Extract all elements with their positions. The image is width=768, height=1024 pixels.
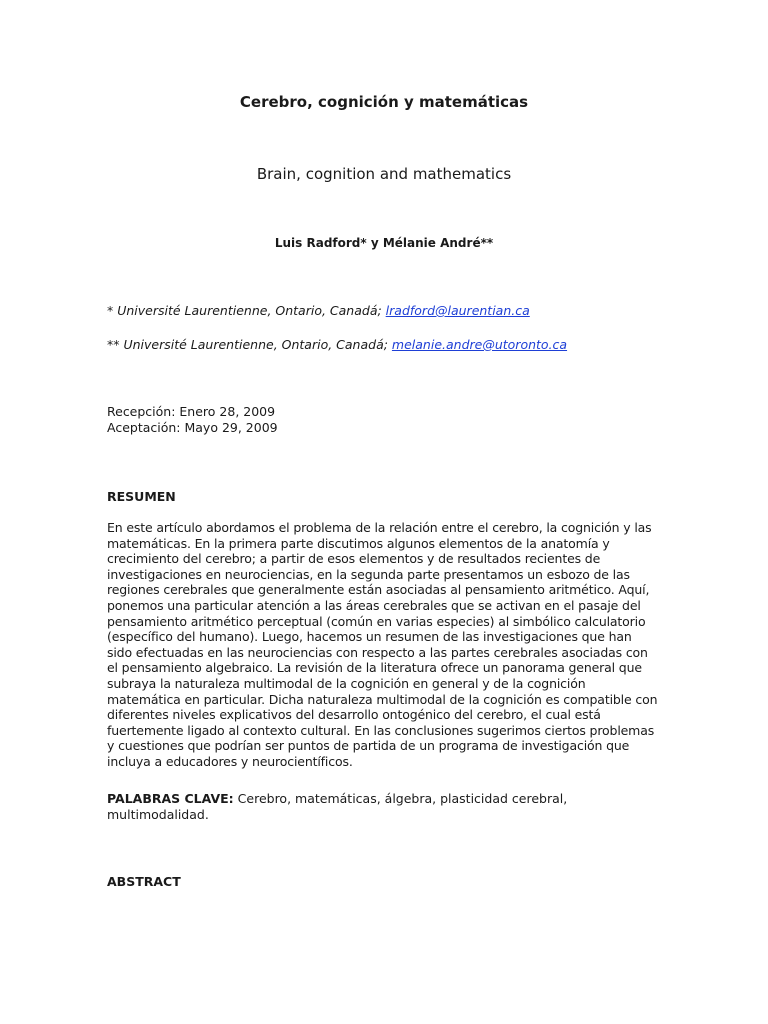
affiliation-1-email-link[interactable]: lradford@laurentian.ca — [385, 303, 530, 318]
affiliation-2-text: ** Université Laurentienne, Ontario, Canadá; — [107, 337, 392, 352]
acceptance-date: Aceptación: Mayo 29, 2009 — [107, 420, 278, 435]
abstract-heading: ABSTRACT — [107, 874, 181, 889]
paper-authors: Luis Radford* y Mélanie André** — [274, 236, 494, 250]
affiliation-2-email-link[interactable]: melanie.andre@utoronto.ca — [391, 337, 568, 352]
keywords-label: PALABRAS CLAVE: — [107, 791, 234, 806]
paper-subtitle: Brain, cognition and mathematics — [256, 165, 512, 183]
dates-block — [107, 404, 278, 436]
keywords — [107, 791, 659, 822]
resumen-text: En este artículo abordamos el problema de la relación entre el cerebro, la cognición y las matemáticas. En la primera parte discutimos algunos elementos de la anatomía y crecimiento del cerebro; a partir de esos elementos y de resultados recientes de investigaciones en neurociencias, en la segunda parte presentamos un esbozo de las regiones cerebrales que generalmente están asociadas al pensamiento aritmético. Aquí, ponemos una particular atención a las áreas cerebrales que se activan en el pasaje del pensamiento aritmético perceptual (común en varias especies) al simbólico calculatorio (específico del humano). Luego, hacemos un resumen de las investigaciones que han sido efectuadas en las neurociencias con respecto a las partes cerebrales asociadas con el pensamiento algebraico. La revisión de la literatura ofrece un panorama general que subraya la naturaleza multimodal de la cognición en general y de la cognición matemática en particular. Dicha naturaleza multimodal de la cognición es compatible con diferentes niveles explicativos del desarrollo ontogénico del cerebro, el cual está fuertemente ligado al contexto cultural. En las conclusiones sugerimos ciertos problemas y cuestiones que podrían ser puntos de partida de un programa de investigación que incluya a educadores y neurocientíficos. — [107, 520, 658, 769]
reception-date: Recepción: Enero 28, 2009 — [107, 404, 276, 419]
affiliation-1 — [107, 303, 530, 319]
resumen-heading: RESUMEN — [107, 489, 176, 504]
affiliation-1-text: * Université Laurentienne, Ontario, Canadá; — [107, 303, 386, 318]
keywords-text: Cerebro, matemáticas, álgebra, plasticidad cerebral, multimodalidad. — [107, 791, 568, 822]
affiliation-2 — [107, 337, 567, 353]
paper-title: Cerebro, cognición y matemáticas — [239, 93, 529, 111]
